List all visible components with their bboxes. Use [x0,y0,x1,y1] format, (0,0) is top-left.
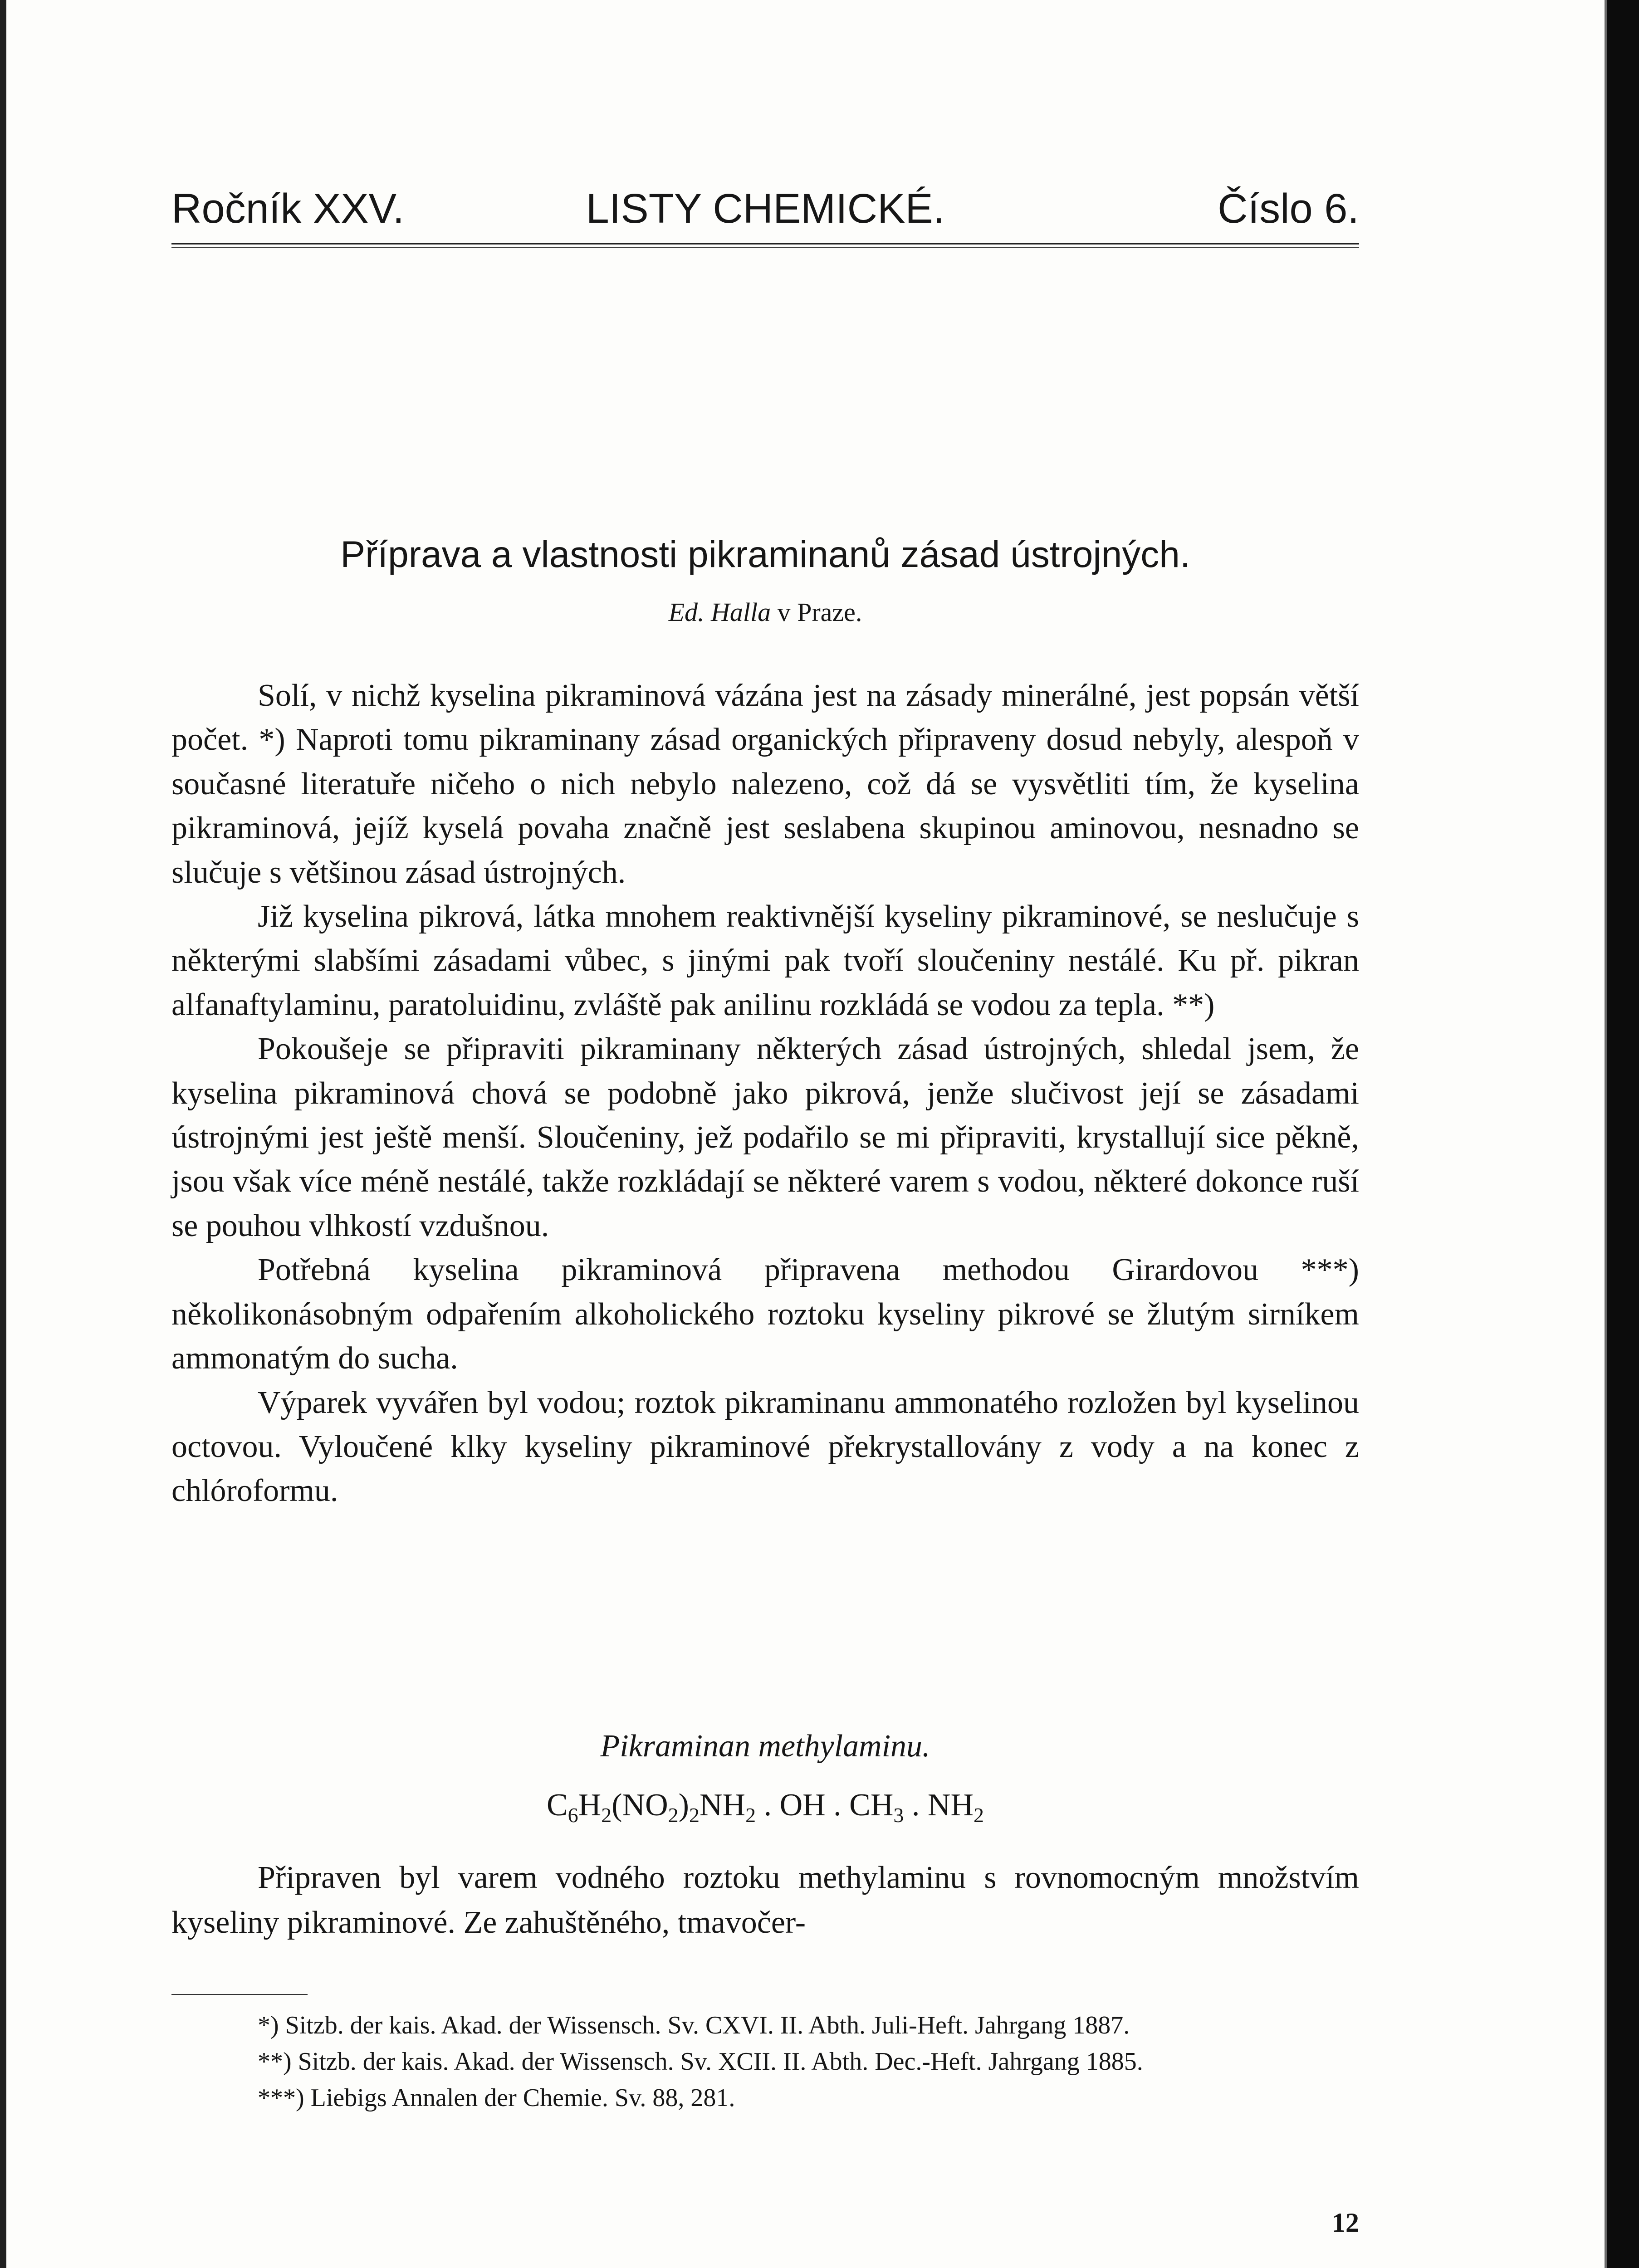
paragraph: Pokoušeje se připraviti pikraminany některých zásad ústrojných, shledal jsem, že kyselina pikraminová chová se podobně jako pikrová, jenže slučivost její se zásadami ústrojnými jest ještě menší. Sloučeniny, jež podařilo se mi připraviti, krystallují sice pěkně, jsou však více méně nestálé, takže rozkládají se některé varem s vodou, některé dokonce ruší se pouhou vlhkostí vzdušnou. [171,1031,1359,1243]
scan-left-edge [0,0,6,2268]
paragraph: Již kyselina pikrová, látka mnohem reaktivnější kyseliny pikraminové, se neslučuje s některými slabšími zásadami vůbec, s jinými pak tvoří sloučeniny nestálé. Ku př. pikran alfanaftylaminu, paratoluidinu, zvláště pak anilinu rozkládá se vodou za tepla. **) [171,899,1359,1022]
paragraph: Potřebná kyselina pikraminová připravena methodou Girardovou ***) několikonásobným odpařením alkoholického roztoku kyseliny pikrové se žlutým sirníkem ammonatým do sucha. [171,1252,1359,1376]
page-number: 12 [1332,2208,1359,2238]
footnote: **) Sitzb. der kais. Akad. der Wissensch. Sv. XCII. II. Abth. Dec.-Heft. Jahrgang 1885. [258,2048,1143,2076]
footnote-rule [171,1994,308,1995]
paragraph: Solí, v nichž kyselina pikraminová vázána jest na zásady minerálné, jest popsán větší počet. *) Naproti tomu pikraminany zásad organických připraveny dosud nebyly, alespoň v současné literatuře ničeho o nich nebylo nalezeno, což dá se vysvětliti tím, že kyselina pikraminová, jejíž kyselá povaha značně jest seslabena skupinou aminovou, nesnadno se slučuje s většinou zásad ústrojných. [171,678,1359,890]
section-body [171,1855,1359,1945]
paragraph: Připraven byl varem vodného roztoku methylaminu s rovnomocným množstvím kyseliny pikraminové. Ze zahuštěného, tmavočer- [171,1860,1359,1940]
footnote: ***) Liebigs Annalen der Chemie. Sv. 88, 281. [258,2084,735,2112]
article-title: Příprava a vlastnosti pikraminanů zásad ústrojných. [340,534,1190,575]
author-place: v Praze. [777,597,862,627]
article-body [171,674,1359,1513]
scan-right-edge [1607,0,1639,2268]
footnote: *) Sitzb. der kais. Akad. der Wissensch. Sv. CXVI. II. Abth. Juli-Heft. Jahrgang 1887. [258,2011,1130,2039]
chemical-formula: $C_6H_2(NO_2)_2NH_2$ . OH . $CH_3$ . $NH_2$ [546,1788,984,1827]
volume-label: Ročník XXV. [171,186,405,232]
article-author [171,594,1359,631]
footnotes [171,2009,1359,2117]
issue-number: Číslo 6. [1218,186,1359,232]
section-heading: Pikraminan methylaminu. [600,1729,930,1764]
journal-title: LISTY CHEMICKÉ. [586,186,945,232]
running-header [171,181,1359,236]
header-rule [171,243,1359,248]
paragraph: Výparek vyvářen byl vodou; roztok pikraminanu ammonatého rozložen byl kyselinou octovou. Vyloučené klky kyseliny pikraminové překrystallovány z vody a na konec z chlóroformu. [171,1385,1359,1509]
author-name: Ed. Halla [668,597,771,627]
